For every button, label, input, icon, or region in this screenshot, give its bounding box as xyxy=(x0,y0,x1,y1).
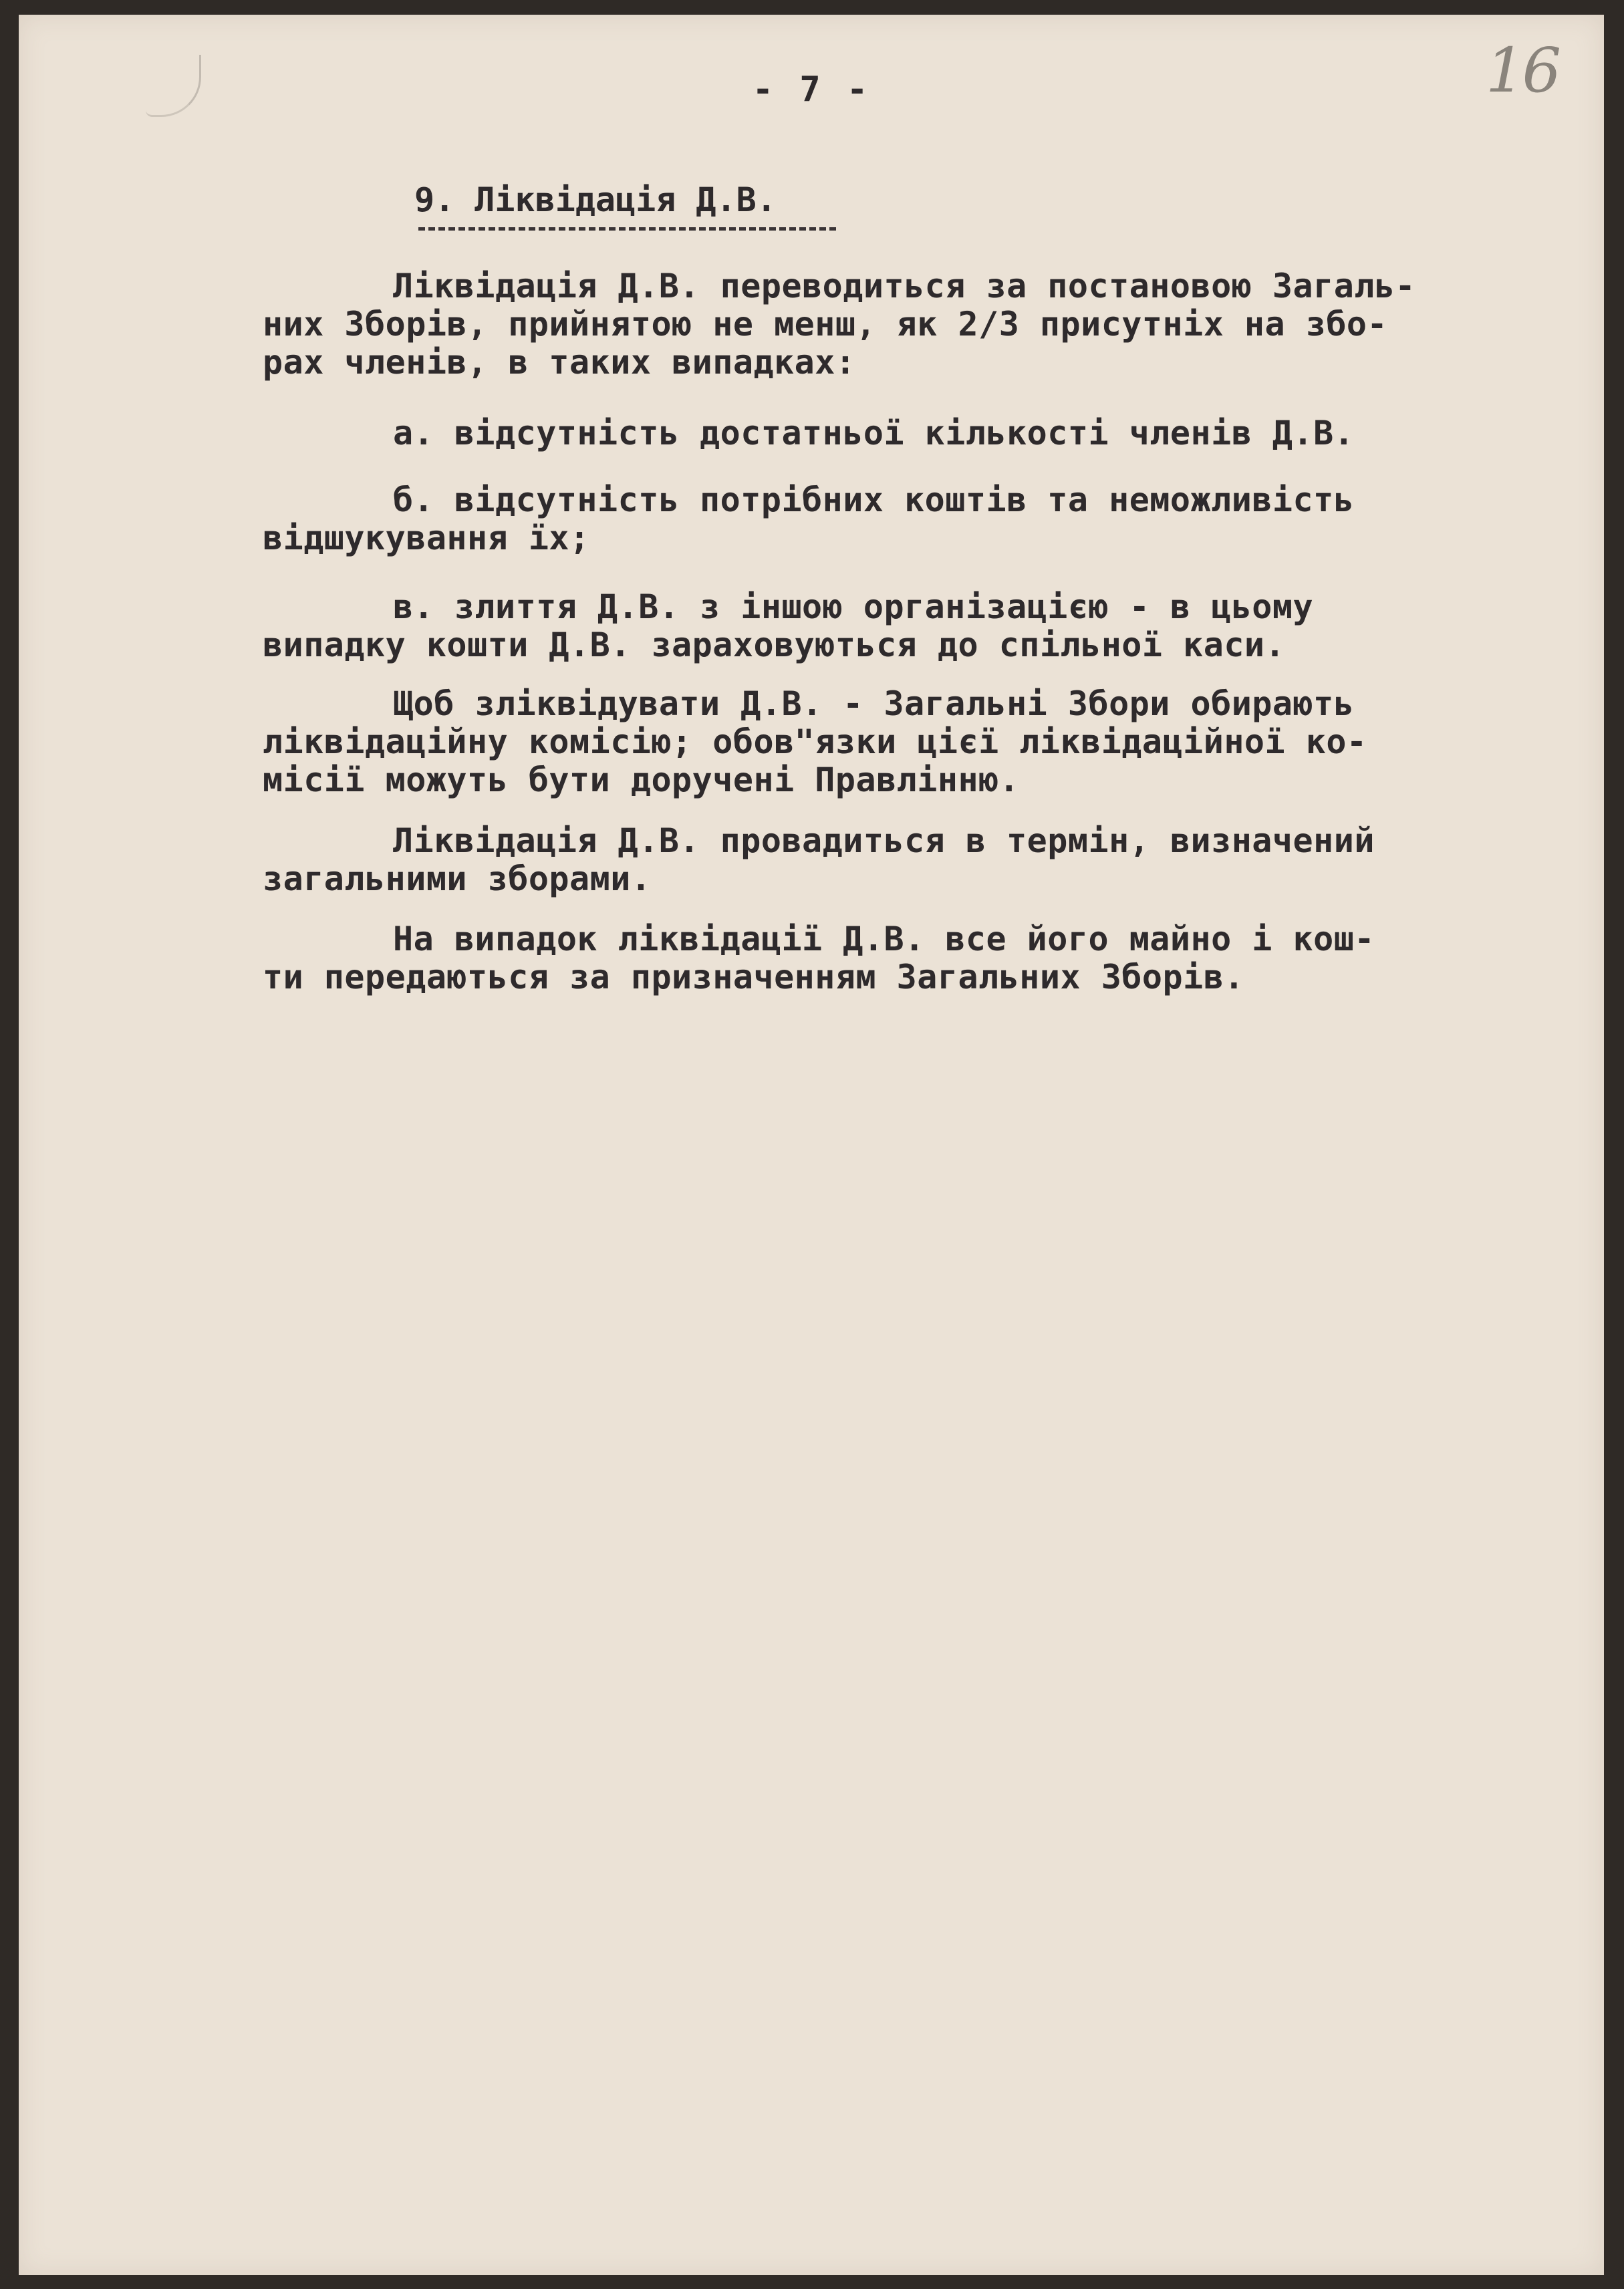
text-line: Щоб зліквідувати Д.В. - Загальні Збори обирають xyxy=(393,684,1355,723)
text-line: Ліквідація Д.В. провадиться в термін, визначений xyxy=(393,821,1375,860)
text-line: місії можуть бути доручені Правлінню. xyxy=(263,761,1020,799)
list-item-b xyxy=(263,481,1532,557)
archive-page-number: 16 xyxy=(1486,35,1559,106)
paragraph-commission xyxy=(263,685,1532,799)
text-line: відшукування їх; xyxy=(263,519,590,557)
text-line: а. відсутність достатньої кількості членів Д.В. xyxy=(393,414,1355,452)
text-line: На випадок ліквідації Д.В. все його майно і кош- xyxy=(393,920,1375,958)
text-line: них Зборів, прийнятою не менш, як 2/3 присутніх на збо- xyxy=(263,305,1388,344)
text-line: ліквідаційну комісію; обов"язки цієї ліквідаційної ко- xyxy=(263,722,1367,761)
list-item-a xyxy=(263,414,1532,452)
text-line: ти передаються за призначенням Загальних Зборів. xyxy=(263,958,1244,996)
text-line: загальними зборами. xyxy=(263,859,652,898)
text-line: б. відсутність потрібних коштів та неможливість xyxy=(393,481,1355,519)
paragraph-assets xyxy=(263,920,1532,996)
heading-underline xyxy=(418,227,836,231)
paragraph-term xyxy=(263,822,1532,898)
paragraph-intro xyxy=(263,267,1532,382)
text-line: випадку кошти Д.В. зараховуються до спільної каси. xyxy=(263,626,1286,664)
section-heading: 9. Ліквідація Д.В. xyxy=(414,180,777,219)
text-line: Ліквідація Д.В. переводиться за постановою Загаль- xyxy=(393,267,1416,305)
list-item-v xyxy=(263,588,1532,664)
document-sheet xyxy=(19,15,1604,2275)
text-line: рах членів, в таких випадках: xyxy=(263,343,856,382)
text-line: в. злиття Д.В. з іншою організацією - в цьому xyxy=(393,587,1314,626)
page-number: - 7 - xyxy=(752,70,871,110)
